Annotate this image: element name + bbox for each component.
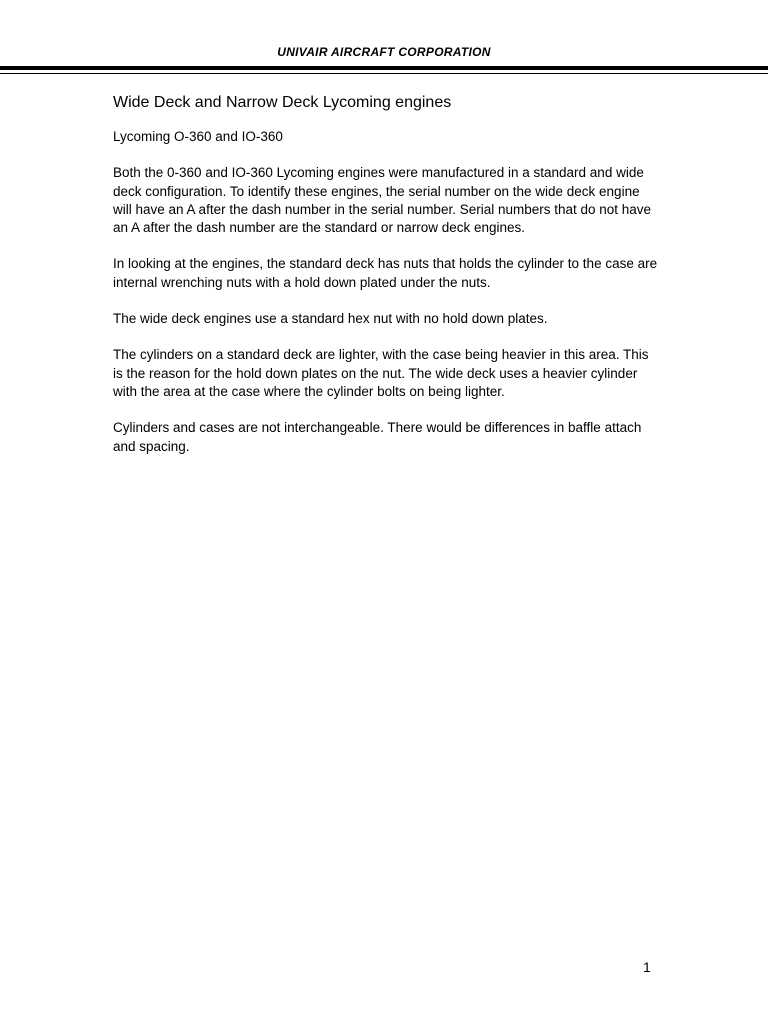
paragraph-serial-identification: Both the 0-360 and IO-360 Lycoming engines were manufactured in a standard and wide deck configuration. To identify these engines, the serial number on the wide deck engine will have an A after the dash number in the serial number. Serial numbers that do not have an A after the dash number are the standard or narrow deck engines. — [113, 165, 652, 236]
document-title: Wide Deck and Narrow Deck Lycoming engines — [113, 94, 452, 111]
document-subtitle: Lycoming O-360 and IO-360 — [113, 129, 283, 144]
page-number: 1 — [643, 959, 651, 975]
header-rule-thin — [0, 73, 768, 74]
page-header-company: UNIVAIR AIRCRAFT CORPORATION — [277, 45, 491, 59]
paragraph-wide-deck-nuts: The wide deck engines use a standard hex nut with no hold down plates. — [113, 311, 548, 327]
paragraph-interchangeability: Cylinders and cases are not interchangeable. There would be differences in baffle attach and spacing. — [113, 420, 642, 454]
paragraph-cylinder-weight: The cylinders on a standard deck are lighter, with the case being heavier in this area. This is the reason for the hold down plates on the nut. The wide deck uses a heavier cylinder with the area at the case where the cylinder bolts on being lighter. — [113, 347, 649, 399]
header-rule-thick — [0, 66, 768, 70]
paragraph-standard-deck-nuts: In looking at the engines, the standard deck has nuts that holds the cylinder to the case are internal wrenching nuts with a hold down plated under the nuts. — [113, 256, 658, 290]
document-body — [113, 93, 661, 474]
